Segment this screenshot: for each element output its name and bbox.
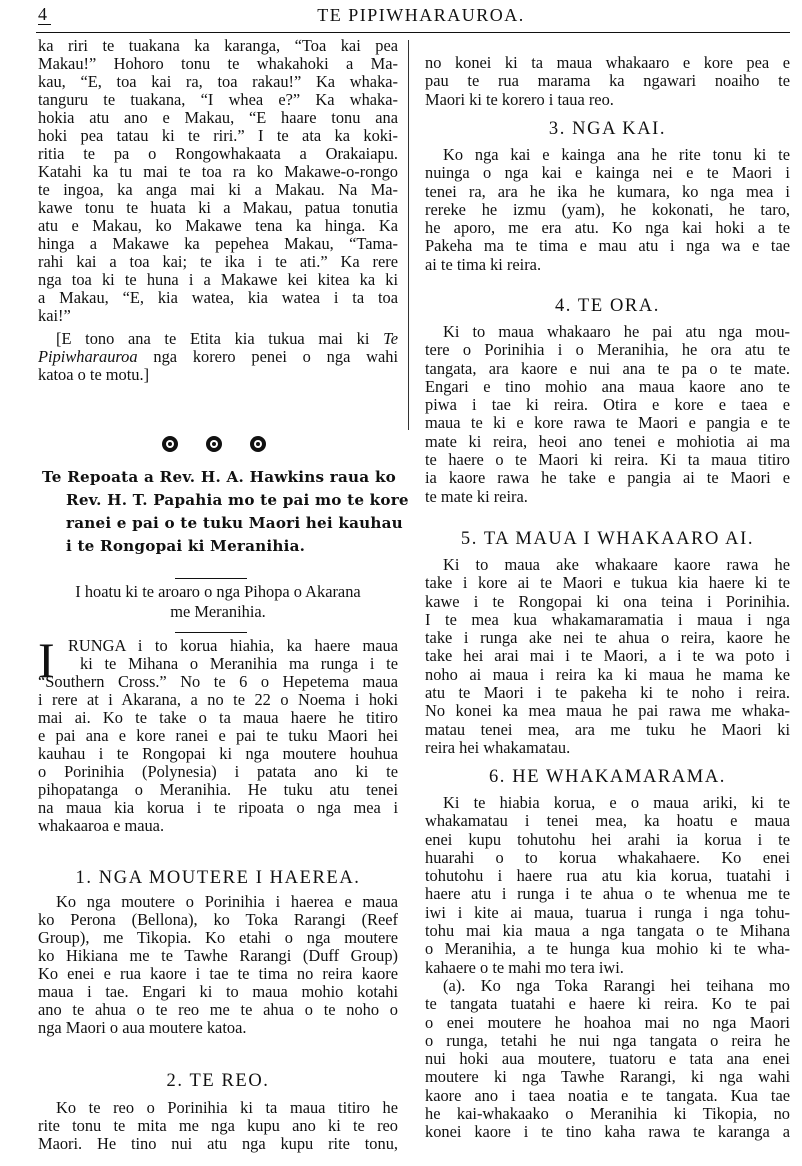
column-rule (408, 40, 409, 430)
text-line: whakamatau i tenei mea, ka hoatu e maua (425, 811, 790, 831)
text-line: i rere at i Akarana, a no te 22 o Noema i hoki (38, 690, 398, 709)
text-line: Maori. He tino nui atu nga kupu rite tonu, (38, 1134, 398, 1153)
text-line: Ko nga kai e kainga ana he rite tonu ki te (443, 145, 790, 164)
text-line: o Porinihia (Polynesia) i patata ano ki te (38, 762, 398, 781)
section-paragraph (38, 1099, 398, 1153)
text-line: take i kore ai te Maori e tukua kia haere ki te (425, 573, 790, 593)
drop-cap: I (38, 632, 55, 688)
text-line: o Meranihia, a te hunga kua mohio ki te wha- (425, 939, 790, 959)
text-line: katoa o te motu.] (38, 365, 150, 384)
text-line: o enei moutere he hoahoa mai no nga Maori (425, 1012, 790, 1032)
text-line: matau tenei mea, ara me tuku he Maori ki (425, 719, 790, 739)
article-subtitle (38, 582, 398, 622)
text-line: pau te rua marama ka ngawari noaiho te (425, 71, 790, 91)
header-rule (36, 32, 790, 33)
text-line: ia kaore rawa he take e pangia ai te Maori e (425, 468, 790, 488)
text-line: pihopatanga o Meranihia. He tuku atu tenei (38, 780, 398, 799)
text-line: hinga a Makawe ka pepehea Makau, “Tama- (38, 234, 398, 253)
text-line: konei kaore i te tino kaha rawa te karanga a (425, 1122, 790, 1142)
text-line: kawe tonu te huata ki a Makau, patua tonutia (38, 198, 398, 217)
text-line: mate ki reira, heoi ano tenei e mohiotia ai ma (425, 431, 790, 451)
text-line (38, 348, 398, 366)
floral-ornament-icon (160, 434, 180, 454)
text-line: no konei ki ta maua whakaaro e kore pea e (425, 53, 790, 72)
floral-ornament-icon (248, 434, 268, 454)
section-heading: 3. NGA KAI. (548, 119, 667, 139)
text-line: mai ai. Ko te take o ta maua haere he titiro (38, 708, 398, 727)
text-line: reira hei whakamatau. (425, 737, 571, 757)
intro-paragraph (38, 632, 398, 835)
text-line: rereke he izmu (yam), he kokonati, he taro, (425, 199, 790, 219)
text-line: me Meranihia. (170, 602, 266, 621)
section-paragraph (425, 794, 790, 977)
text-line: take i runga ake nei te ahua o reira, kaore he (425, 628, 790, 648)
text-line: tohu mai kia maua a nga tangata o te Mihana (425, 921, 790, 941)
text-line: piwa i tae ki reira. Otira e kore e taea e (425, 395, 790, 415)
text-line: ko Hikiana me te Tawhe Rarangi (Duff Group) (38, 946, 398, 965)
text-line: hoki pea tatau ki te riri.” I te ata ka koki- (38, 126, 398, 145)
text-line: na maua kia korua i te ripoata o nga mea i (38, 798, 398, 817)
text-line: Makau!” Hohoro tonu te whakahoki a Ma- (38, 54, 398, 73)
text-line (38, 330, 398, 348)
text-line: nuinga o nga kai e kainga nei e te Maori i (425, 163, 790, 183)
text-line: I te mea kua whakamaramatia i maua i nga (425, 609, 790, 629)
section-paragraph (425, 323, 790, 506)
section-heading: 1. NGA MOUTERE I HAEREA. (75, 868, 361, 888)
editor-note (38, 330, 398, 384)
text-line: No konei ka mea maua he pai rawa me whaka- (425, 701, 790, 721)
text-line: nga toa ki te huna i a Makawe kei kitea ka ki (38, 270, 398, 289)
text-line: Ko te reo o Porinihia ki ta maua titiro he (56, 1098, 398, 1117)
section-heading: 4. TE ORA. (554, 296, 661, 316)
text-line: atu e Makau, ko Makawe tena ka hinga. Ka (38, 216, 398, 235)
text-line: (a). Ko nga Toka Rarangi hei teihana mo (443, 976, 790, 995)
section-paragraph (425, 977, 790, 1142)
text-line: Rev. H. T. Papahia mo te pai mo te kore (66, 491, 409, 509)
divider (175, 632, 247, 633)
text-line: o runga, tetahi he nui nga tangata o reira he (425, 1030, 790, 1050)
text-line: maua te ki e kore rawa te Maori e pangia e te (425, 413, 790, 433)
section-heading: 6. HE WHAKAMARAMA. (488, 767, 727, 787)
text-line: e pai ana e kore ranei e pai te tuku Maori hei (38, 726, 398, 745)
text-line: a Makau, “E, kia watea, kia watea i ta toa (38, 288, 398, 307)
text-line: Group), me Tikopia. Ko etahi o nga moutere (38, 928, 398, 947)
text-line: ai te tima ki reira. (425, 254, 542, 274)
text-line: te tangata tuatahi e haere ki reira. Ko te pai (425, 994, 790, 1014)
text-line: i te Rongopai ki Meranihia. (66, 537, 306, 555)
text-line: he kai-whakaako o Meranihia ki Tikopia, no (425, 1104, 790, 1124)
text-line: Engari e tino mohio ana maua kaore ano te (425, 376, 790, 396)
text-line: ranei e pai o te tuku Maori hei kauhau (66, 514, 403, 532)
text-line: tohutohu i haere rua atu kia korua, tuatahi i (425, 866, 790, 886)
article-title (42, 466, 409, 558)
text-line: rahi kai a toa kai; te ika i te ati.” Ka rere (38, 252, 398, 271)
text-line: iwi i kite ai maua, tuarua i runga i nga tohu- (425, 902, 790, 922)
text-line: Ko nga moutere o Porinihia i haerea e maua (56, 892, 398, 911)
text-line: te ingoa, ka anga mai ki a Makau. Na Ma- (38, 180, 398, 199)
floral-ornament-icon (204, 434, 224, 454)
text-line: kawe i te Rongopai ki ona teina i Porinihia. (425, 591, 790, 611)
text-line: ka riri te tuakana ka karanga, “Toa kai pea (38, 36, 398, 55)
text-line: tere o Porinihia i o Meranihia, he ora atu te (425, 340, 790, 360)
text-line: atu te Maori i te pakeha ki te noho i reira. (425, 683, 790, 703)
text-line: kaore ano i taea noatia e te tangata. Kua tae (425, 1085, 790, 1105)
text-span: [E tono ana te Etita kia tukua mai ki (56, 329, 384, 348)
text-line: kauhau i te Rongopai ki nga moutere houhua (38, 744, 398, 763)
section-paragraph (425, 556, 790, 757)
text-line: Ki to maua ake whakaare kaore rawa he (443, 555, 790, 574)
text-line: hokia atu ano e Makau, “E haare tonu ana (38, 108, 398, 127)
masthead-title: TE PIPIWHARAUROA. (317, 5, 525, 25)
text-line: RUNGA i to korua hiahia, ka haere maua (68, 636, 398, 655)
text-line: Ki to maua whakaaro he pai atu nga mou- (443, 322, 790, 341)
text-line: noho ai maua i reira ka ki maua he mama ke (425, 664, 790, 684)
section-paragraph (425, 54, 790, 109)
text-line: te haere o te Maori ki reira. Ki ta maua titiro (425, 450, 790, 470)
page-number: 4 (38, 4, 51, 25)
text-line: ki te Mihana o Meranihia ma runga i te (80, 654, 398, 673)
section-heading: 2. TE REO. (166, 1071, 270, 1091)
text-line: he aporo, me era atu. Ko nga kai hoki a te (425, 218, 790, 238)
text-line: Te Repoata a Rev. H. A. Hawkins raua ko (42, 468, 396, 486)
text-line: kai!” (38, 306, 71, 325)
section-paragraph (38, 893, 398, 1037)
text-line: huarahi o to korua whakahaere. Ko enei (425, 847, 790, 867)
text-line: kahaere o te mahi mo tera iwi. (425, 957, 624, 977)
text-line: “Southern Cross.” No te 6 o Hepetema maua (38, 672, 398, 691)
text-line: haere atu i runga i te ahua o te whenua me te (425, 884, 790, 904)
text-line: Maori ki te korero i taua reo. (425, 89, 614, 109)
text-line: Ko enei e rua kaore i tae te tima no reira kaore (38, 964, 398, 983)
text-line: Pakeha ma te tima e mau atu i nga wa e tae (425, 236, 790, 256)
text-line: nui hoki aua moutere, tuatoru e tata ana enei (425, 1049, 790, 1069)
story-paragraph (38, 37, 398, 325)
divider (175, 578, 247, 579)
text-span: nga korero penei o nga wahi (137, 347, 398, 366)
section-heading: 5. TA MAUA I WHAKAARO AI. (460, 529, 755, 549)
text-line: enei kupu tohutohu hei arahi ia korua i te (425, 829, 790, 849)
text-line: tangata, ara kaore e nui ana te pa o te mate. (425, 358, 790, 378)
text-line: maua i tae. Engari ki to maua mohio kotahi (38, 982, 398, 1001)
text-line: ano te ahua o te reo me te ahua o te noho o (38, 1000, 398, 1019)
text-line: tenei ra, ara he ika he kumara, ko nga mea i (425, 181, 790, 201)
text-line: ritia te pa o Rongowhakaata a Orakaiapu. (38, 144, 398, 163)
text-line: take hei arai mai i te Maori, a i te wa poto i (425, 646, 790, 666)
text-line: I hoatu ki te aroaro o nga Pihopa o Akarana (75, 582, 361, 601)
italic-text: Te (383, 329, 398, 348)
section-paragraph (425, 146, 790, 274)
text-line: rite tonu te mita me nga kupu ano ki te reo (38, 1116, 398, 1135)
text-line: ko Perona (Bellona), ko Toka Rarangi (Reef (38, 910, 398, 929)
text-line: moutere ki nga Tawhe Rarangi, ki nga wahi (425, 1067, 790, 1087)
text-line: kau, “E, toa kai ra, toa rakau!” Ka whaka- (38, 72, 398, 91)
text-line: nga Maori o aua moutere katoa. (38, 1018, 247, 1037)
text-line: Katahi ka tu mai te toa ra ko Makawe-o-rongo (38, 162, 398, 181)
text-line: tanguru te tuakana, “I whea e?” Ka whaka- (38, 90, 398, 109)
text-line: whakaaroa e maua. (38, 816, 165, 835)
text-line: Ki te hiabia korua, e o maua ariki, ki te (443, 793, 790, 812)
text-line: te mate ki reira. (425, 486, 528, 506)
italic-text: Pipiwharauroa (38, 347, 138, 366)
